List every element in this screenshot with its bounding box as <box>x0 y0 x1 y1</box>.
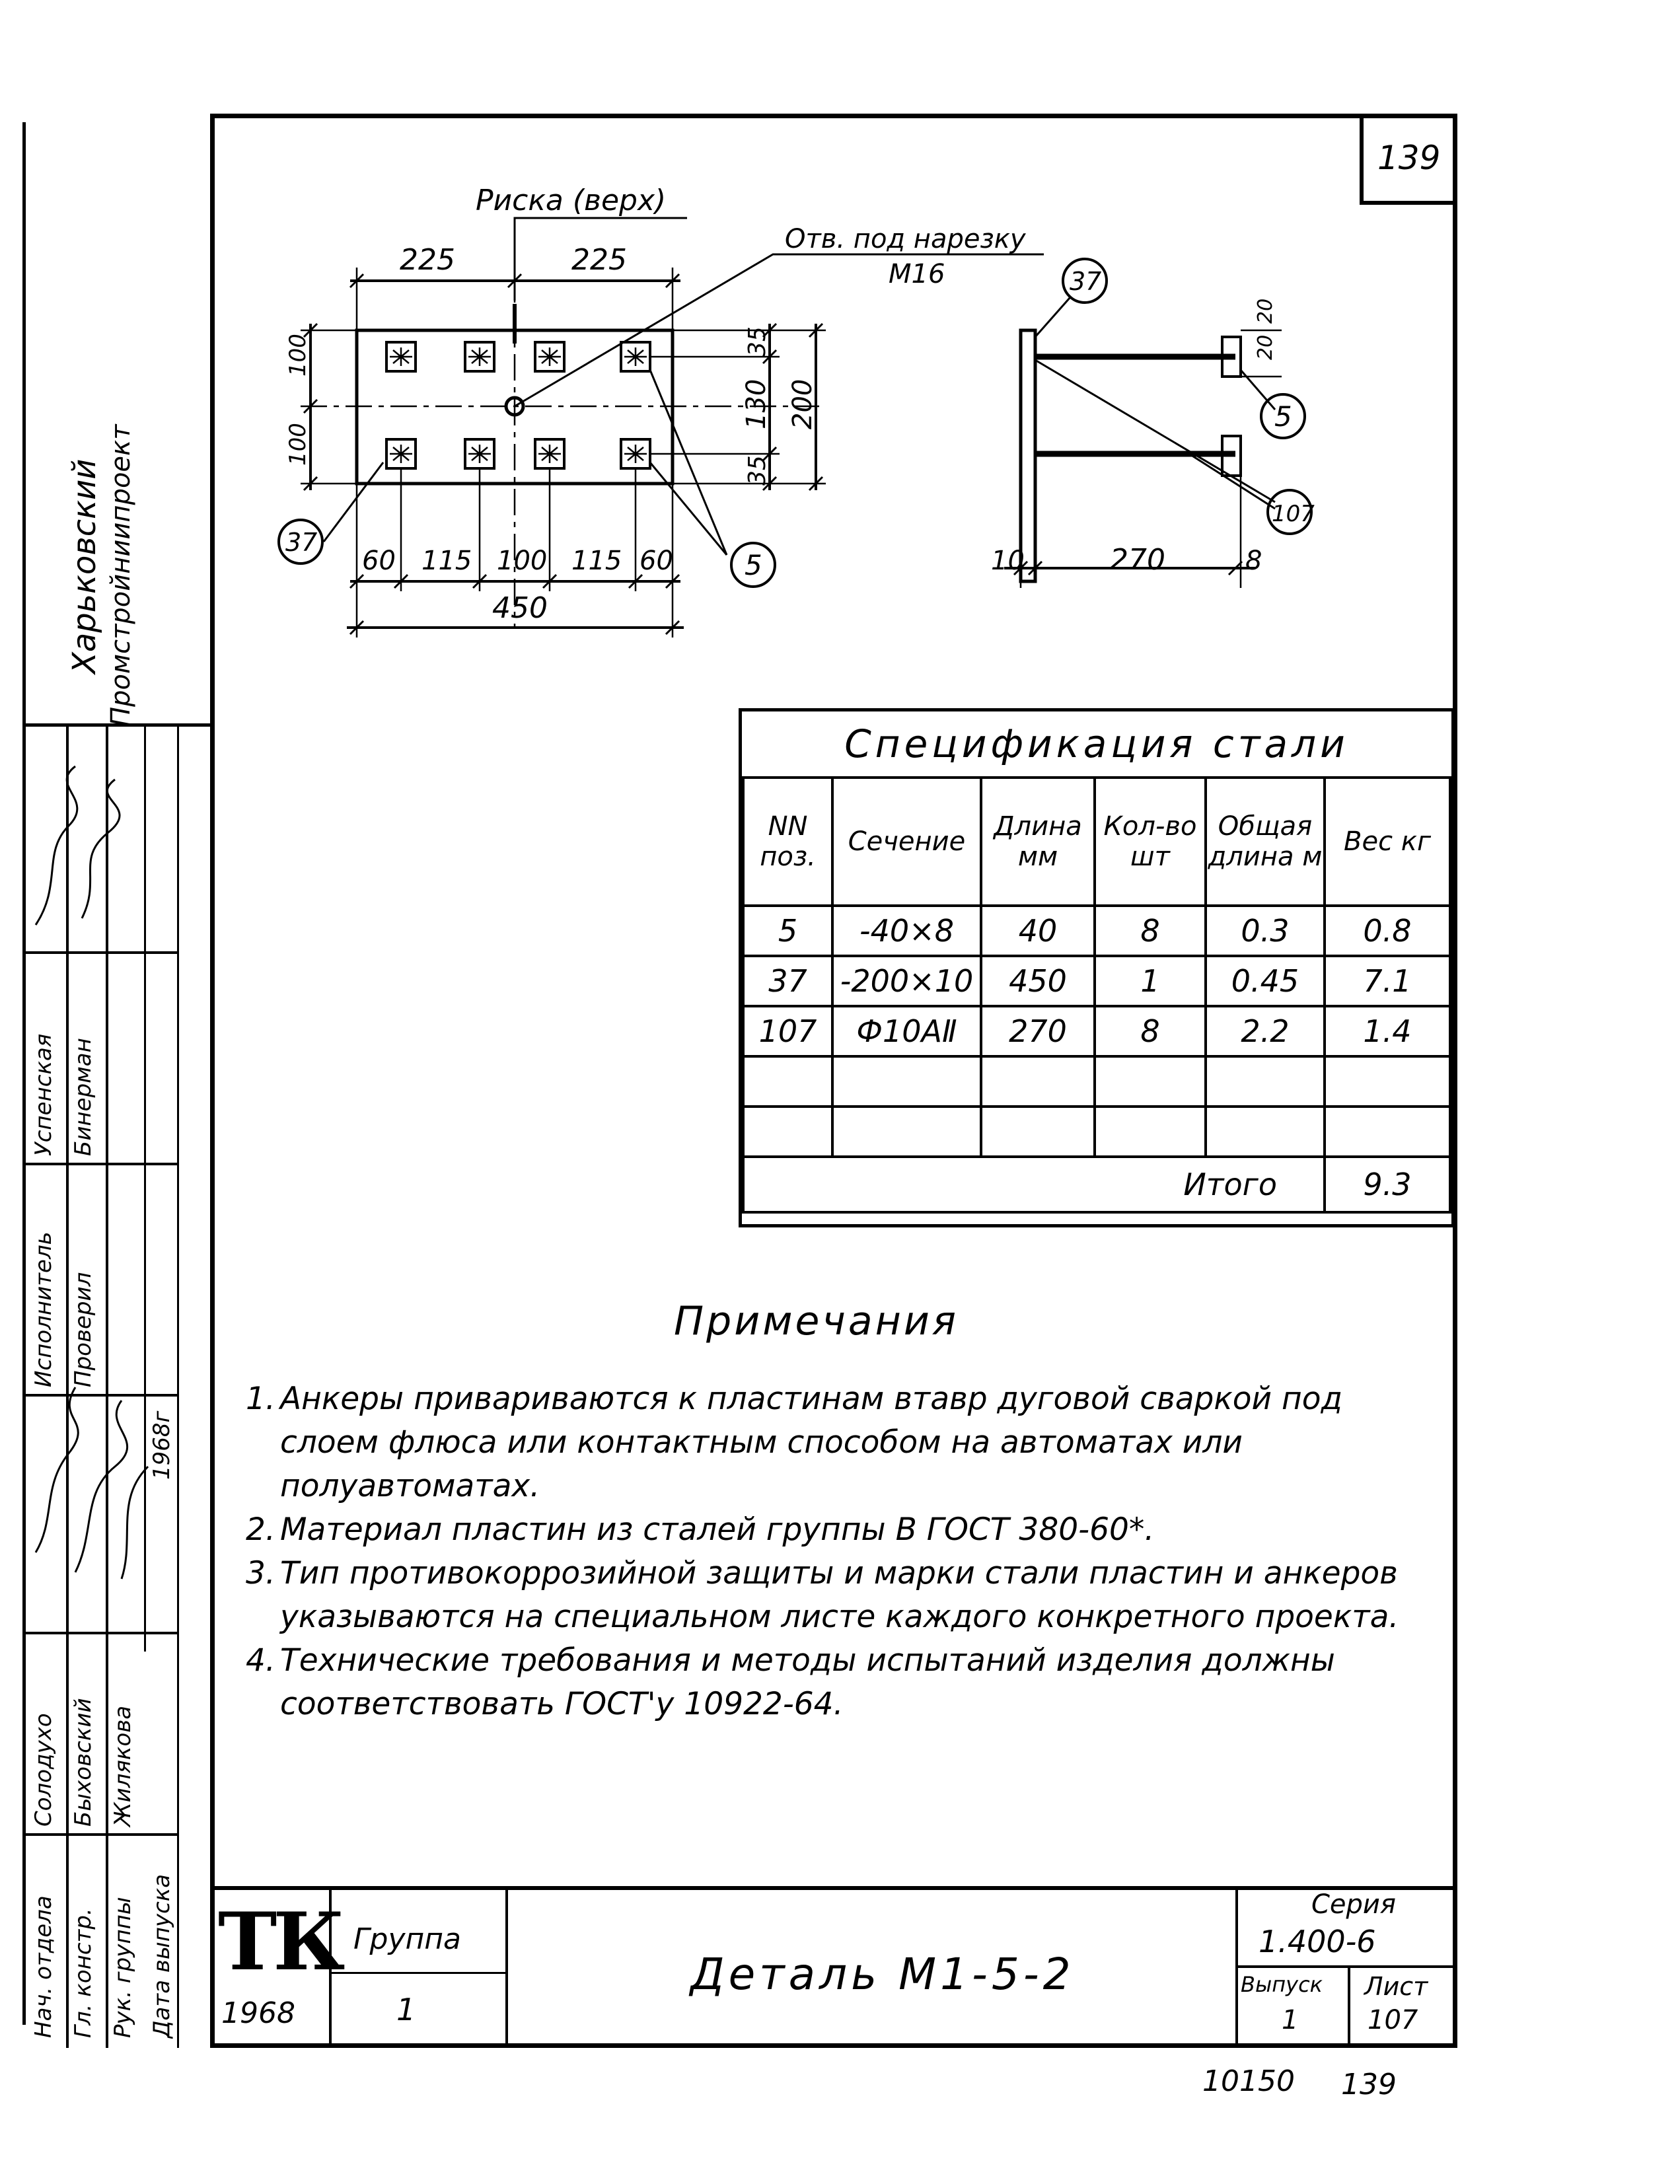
table-cell: 1.4 <box>1325 1006 1450 1056</box>
spec-total-value: 9.3 <box>1325 1157 1450 1212</box>
series-value: 1.400-6 <box>1259 1924 1376 1959</box>
risk-label: Риска (верх) <box>476 184 667 217</box>
side-plate <box>1021 330 1035 581</box>
note-number: 4. <box>246 1642 275 1679</box>
spec-header-pos: NN поз. <box>743 778 832 906</box>
leader-side-rod <box>1035 360 1275 502</box>
tb-line <box>505 1886 508 2048</box>
callout-rod-side: 107 <box>1272 501 1315 527</box>
spec-header-qty: Кол-во шт <box>1095 778 1206 906</box>
dim-bottom-seg-2: 115 <box>421 546 472 576</box>
note-item <box>246 1552 1448 1639</box>
table-cell: 270 <box>981 1006 1095 1056</box>
note-item <box>246 1639 1448 1726</box>
table-row <box>743 1006 1450 1056</box>
steel-spec-table <box>739 708 1455 1227</box>
table-cell: 0.8 <box>1325 906 1450 956</box>
tb-line <box>1348 1965 1350 2048</box>
name-checked: Бинерман <box>70 1038 96 1156</box>
hole-label-1: Отв. под нарезку <box>785 224 1026 254</box>
name-head-dept: Солодухо <box>30 1713 57 1827</box>
table-row <box>743 1056 1450 1107</box>
hole-label-2: М16 <box>889 259 945 289</box>
spec-header-total-length: Общая длина м <box>1206 778 1325 906</box>
dim-bottom-seg-1: 60 <box>362 546 396 576</box>
technical-drawing <box>0 0 1680 694</box>
note-text: Тип противокоррозийной защиты и марки стали пластин и анкеров указываются на специальном листе каждого конкретного проекта. <box>280 1555 1399 1635</box>
table-cell: 450 <box>981 956 1095 1006</box>
group-label: Группа <box>353 1922 461 1956</box>
dim-right-top: 35 <box>744 326 771 357</box>
note-text: Технические требования и методы испытаний изделия должны соответствовать ГОСТ'у 10922-64. <box>280 1642 1335 1722</box>
group-value: 1 <box>396 1992 416 2027</box>
table-cell: 37 <box>743 956 832 1006</box>
dim-right-total: 200 <box>787 379 818 429</box>
issue-value: 1 <box>1282 2005 1299 2035</box>
table-cell: Ф10АⅡ <box>832 1006 981 1056</box>
table-cell: 7.1 <box>1325 956 1450 1006</box>
org-name-2: Промстройниипроект <box>106 424 136 727</box>
notes-list <box>246 1377 1448 1726</box>
table-cell <box>1095 1056 1206 1107</box>
dim-right-bottom: 35 <box>744 455 771 486</box>
date-value: 1968г <box>149 1410 175 1480</box>
table-cell: -40×8 <box>832 906 981 956</box>
name-group-lead: Жилякова <box>110 1705 136 1827</box>
table-cell: 40 <box>981 906 1095 956</box>
signatures <box>22 727 181 1652</box>
leader-plate <box>324 462 383 542</box>
dim-left-bottom: 100 <box>285 423 311 466</box>
table-cell <box>743 1107 832 1157</box>
dim-bottom-total: 450 <box>492 591 548 625</box>
table-cell <box>1206 1107 1325 1157</box>
dim-left-top: 100 <box>285 334 311 377</box>
role-executor: Исполнитель <box>30 1231 57 1387</box>
spec-header-length: Длина мм <box>981 778 1095 906</box>
table-cell <box>1325 1056 1450 1107</box>
page-number: 139 <box>1377 139 1441 177</box>
spec-total-label: Итого <box>743 1157 1325 1212</box>
tb-line <box>329 1972 505 1974</box>
note-item <box>246 1508 1448 1552</box>
spec-title: Спецификация стали <box>743 711 1450 778</box>
table-cell <box>1325 1107 1450 1157</box>
dim-side-small-2: 20 <box>1254 298 1277 324</box>
table-cell: 5 <box>743 906 832 956</box>
dim-side-small-1: 20 <box>1254 334 1277 360</box>
callout-plate-plan: 37 <box>285 528 318 557</box>
logo: ТК <box>218 1895 342 1988</box>
note-item <box>246 1377 1448 1508</box>
spec-header-section: Сечение <box>832 778 981 906</box>
footer-code: 10150 <box>1202 2064 1295 2098</box>
leader-anchor-1 <box>650 370 727 555</box>
callout-plate-side: 37 <box>1070 267 1102 296</box>
table-cell <box>1095 1107 1206 1157</box>
table-cell <box>981 1056 1095 1107</box>
detail-title: Деталь М1-5-2 <box>690 1949 1075 2000</box>
table-cell <box>832 1107 981 1157</box>
table-cell: 8 <box>1095 906 1206 956</box>
table-cell: -200×10 <box>832 956 981 1006</box>
table-row <box>743 906 1450 956</box>
issue-label: Выпуск <box>1241 1972 1323 1997</box>
role-chief-eng: Гл. констр. <box>70 1908 96 2038</box>
note-number: 2. <box>246 1511 275 1548</box>
table-row <box>743 1107 1450 1157</box>
sheet-label: Лист <box>1364 1972 1428 2001</box>
dim-right-mid: 130 <box>741 379 772 429</box>
dim-side-length: 270 <box>1110 543 1165 577</box>
table-cell: 2.2 <box>1206 1006 1325 1056</box>
logo-year: 1968 <box>221 1996 295 2030</box>
role-checked: Проверил <box>70 1272 96 1387</box>
table-cell: 8 <box>1095 1006 1206 1056</box>
dim-bottom-seg-4: 115 <box>571 546 622 576</box>
dim-side-plate: 10 <box>991 546 1025 576</box>
footer-page: 139 <box>1341 2068 1397 2101</box>
drawing-labels <box>285 184 1315 625</box>
role-head-dept: Нач. отдела <box>30 1895 57 2038</box>
dim-side-anchor: 8 <box>1245 546 1262 576</box>
sheet-value: 107 <box>1368 2005 1418 2035</box>
callout-anchor-side: 5 <box>1274 400 1292 433</box>
note-text: Материал пластин из сталей группы В ГОСТ 380-60*. <box>280 1511 1155 1548</box>
table-cell: 0.45 <box>1206 956 1325 1006</box>
callout-anchor-plan: 5 <box>745 549 762 581</box>
table-cell: 0.3 <box>1206 906 1325 956</box>
name-executor: Успенская <box>30 1033 57 1156</box>
org-name-1: Харьковский <box>66 458 103 674</box>
table-cell: 107 <box>743 1006 832 1056</box>
dim-bottom-seg-3: 100 <box>497 546 548 576</box>
spec-header-weight: Вес кг <box>1325 778 1450 906</box>
table-cell: 1 <box>1095 956 1206 1006</box>
role-group-lead: Рук. группы <box>110 1897 136 2038</box>
tb-line <box>1235 1965 1457 1968</box>
leader-side-plate <box>1035 297 1070 337</box>
dim-top-left: 225 <box>400 243 455 277</box>
note-number: 1. <box>246 1381 275 1417</box>
series-label: Серия <box>1311 1889 1396 1920</box>
leader-anchor-2 <box>650 462 727 555</box>
note-text: Анкеры привариваются к пластинам втавр дуговой сваркой под слоем флюса или контактным способом на автоматах или полуавтоматах. <box>280 1381 1342 1504</box>
stamp-row-line <box>22 1833 177 1836</box>
table-cell <box>981 1107 1095 1157</box>
table-cell <box>832 1056 981 1107</box>
table-row <box>743 956 1450 1006</box>
name-chief-eng: Быховский <box>70 1698 96 1827</box>
table-cell <box>743 1056 832 1107</box>
notes-title: Примечания <box>674 1298 959 1344</box>
dim-bottom-seg-5: 60 <box>639 546 673 576</box>
date-label: Дата выпуска <box>149 1874 175 2038</box>
table-cell <box>1206 1056 1325 1107</box>
note-number: 3. <box>246 1555 275 1591</box>
dim-top-right: 225 <box>571 243 627 277</box>
